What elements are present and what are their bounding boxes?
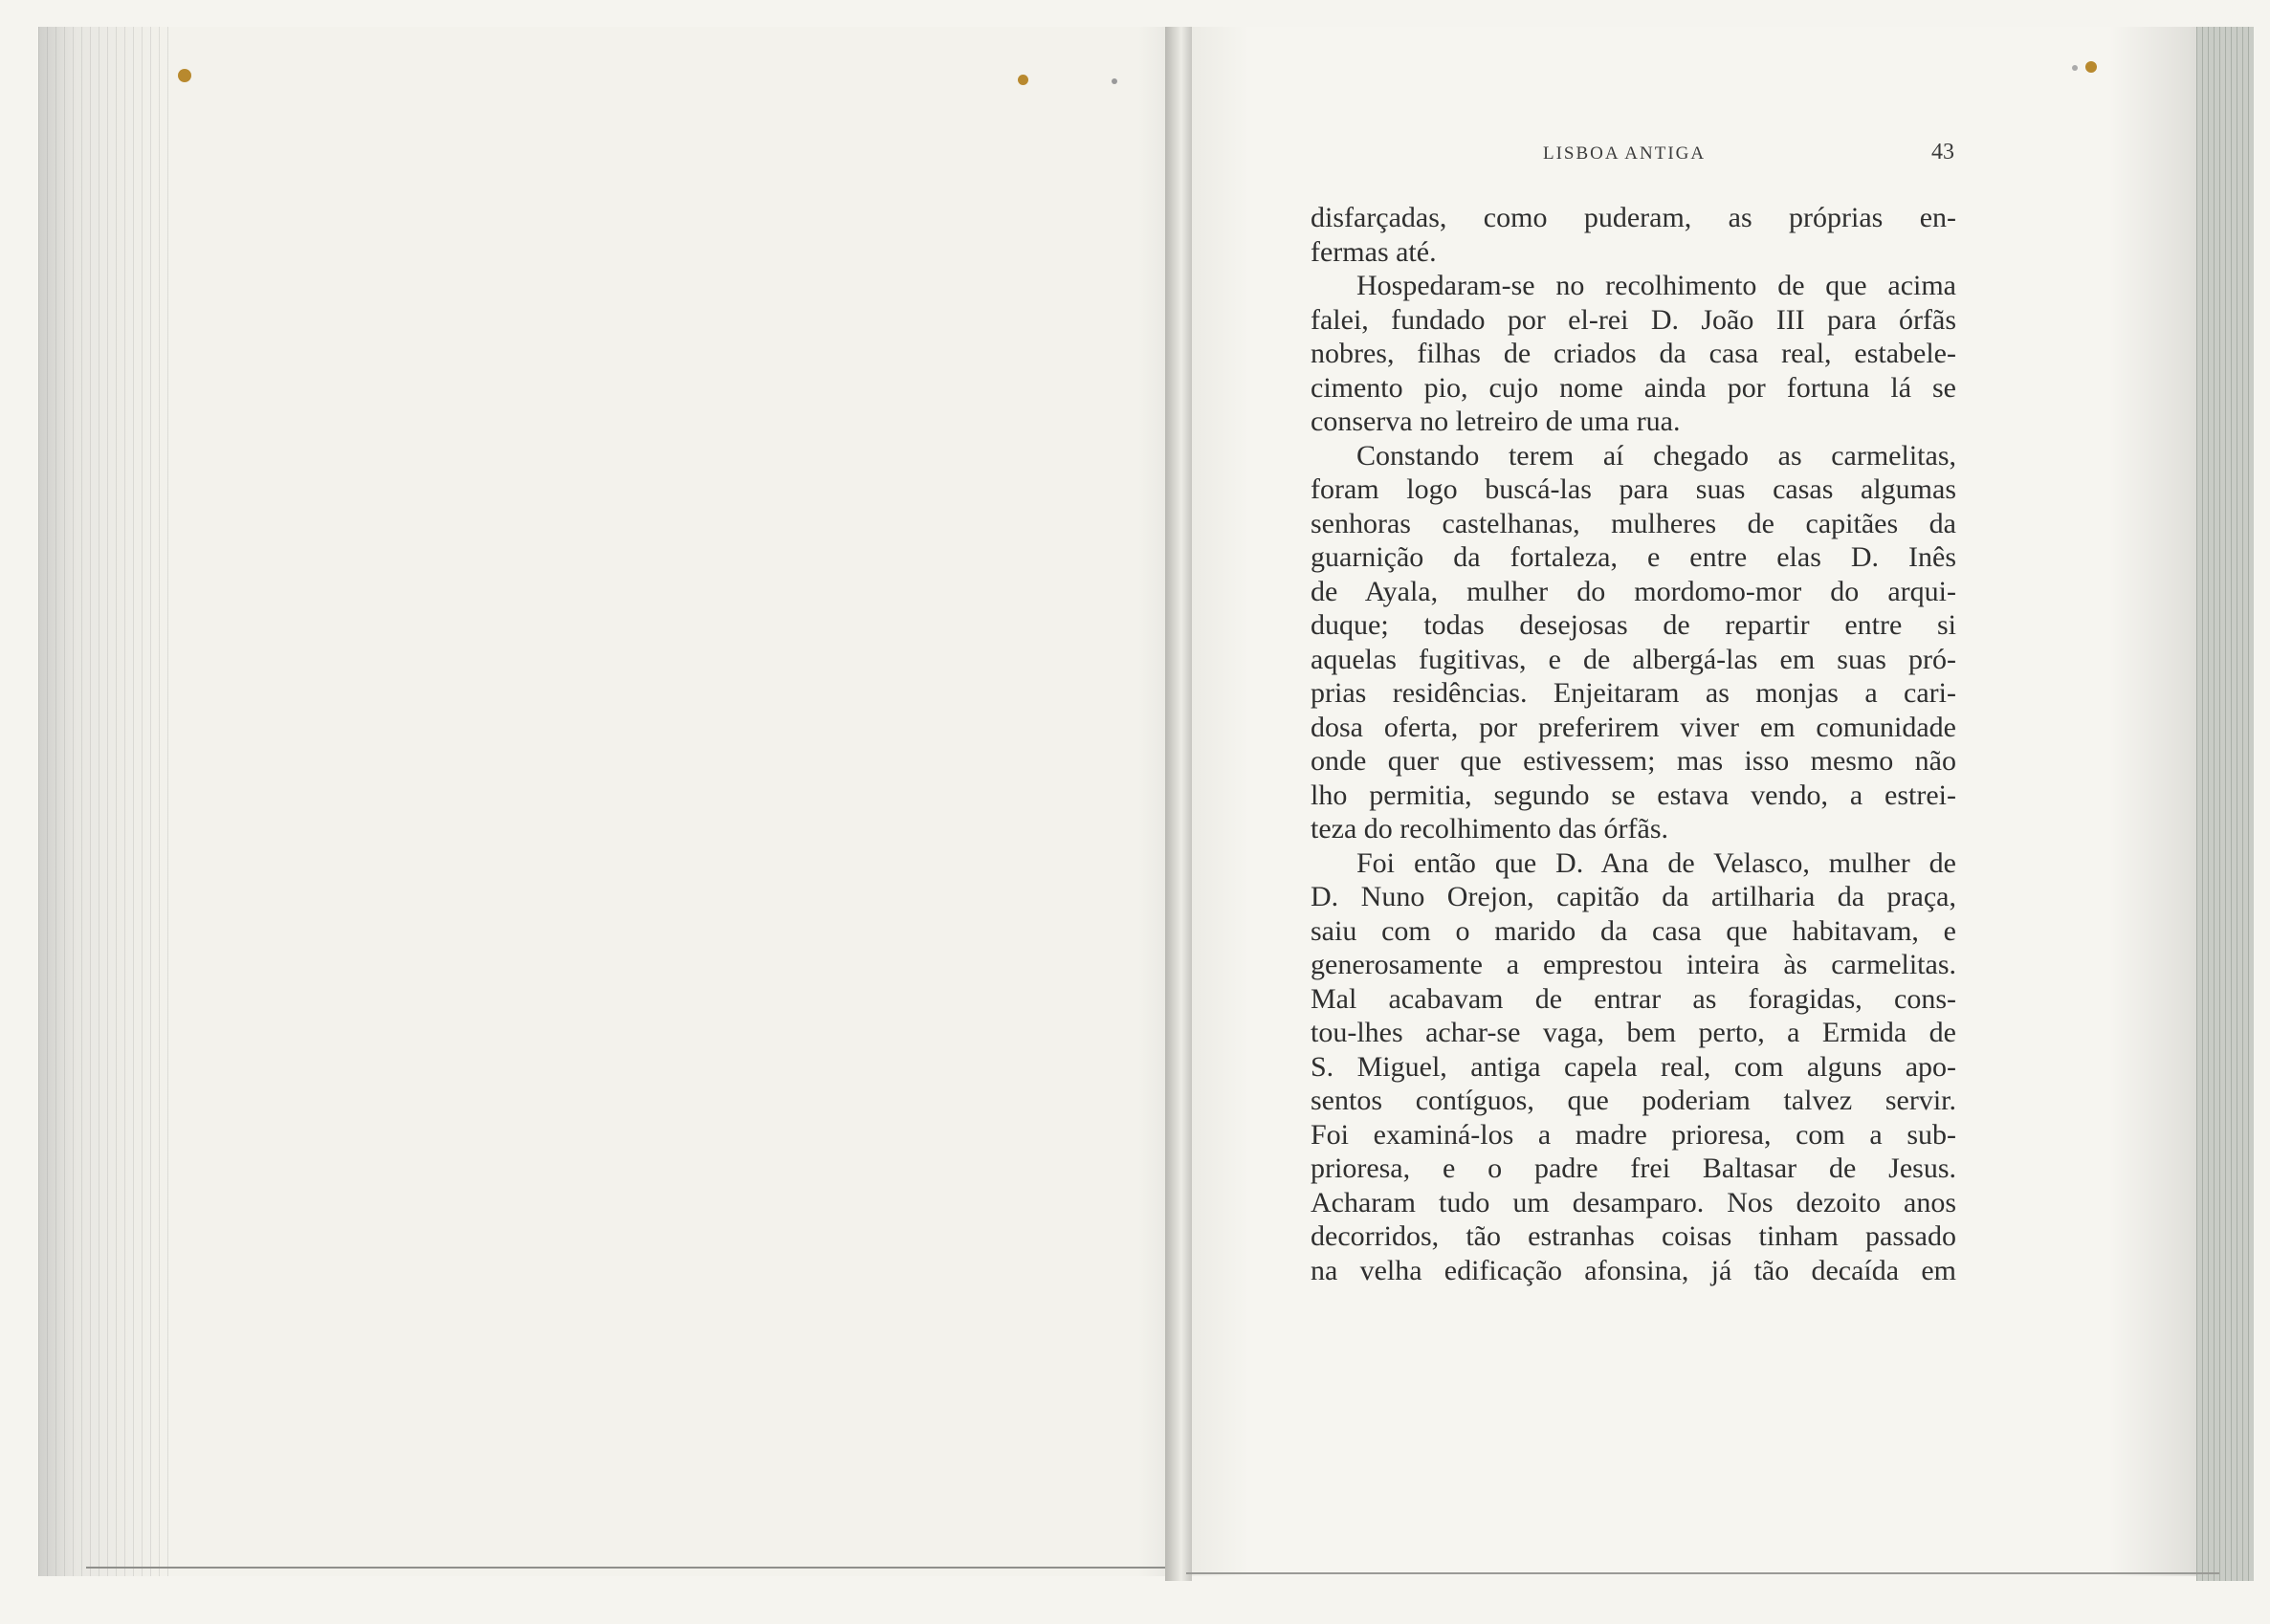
page-number: 43 — [1931, 140, 1954, 165]
left-page-bottom-edge — [86, 1567, 1177, 1569]
text-line: generosamente a emprestou inteira às carmelitas. — [1311, 949, 1956, 980]
text-line: lho permitia, segundo se estava vendo, a estrei- — [1311, 779, 1956, 811]
running-title: LISBOA ANTIGA — [1543, 143, 1707, 164]
right-page-bottom-edge — [1186, 1572, 2219, 1574]
text-line: Constando terem aí chegado as carmelitas, — [1356, 439, 1956, 472]
left-page-edges — [38, 27, 172, 1576]
text-line: Foi então que D. Ana de Velasco, mulher de — [1356, 846, 1956, 879]
text-line: de Ayala, mulher do mordomo-mor do arqui- — [1311, 575, 1956, 607]
text-line: cimento pio, cujo nome ainda por fortuna lá se — [1311, 371, 1956, 404]
text-line: disfarçadas, como puderam, as próprias en- — [1311, 202, 1956, 233]
text-line: Hospedaram-se no recolhimento de que acima — [1356, 270, 1956, 301]
text-line: Acharam tudo um desamparo. Nos dezoito anos — [1311, 1186, 1956, 1218]
staple-mark — [178, 69, 191, 82]
text-line: foram logo buscá-las para suas casas algumas — [1311, 473, 1956, 505]
left-page-blank — [38, 27, 1186, 1576]
text-line: D. Nuno Orejon, capitão da artilharia da praça, — [1311, 881, 1956, 912]
running-head — [1311, 140, 1956, 168]
staple-mark — [2072, 65, 2078, 71]
text-line: saiu com o marido da casa que habitavam, e — [1311, 914, 1956, 947]
text-line: teza do recolhimento das órfãs. — [1311, 813, 1669, 845]
text-line: senhoras castelhanas, mulheres de capitães da — [1311, 507, 1956, 539]
body-text — [1311, 201, 1956, 1287]
text-line: dosa oferta, por preferirem viver em comunidade — [1311, 711, 1956, 743]
staple-mark — [2085, 61, 2097, 73]
staple-mark — [1018, 75, 1028, 85]
right-page-edges — [2196, 27, 2254, 1581]
text-line: decorridos, tão estranhas coisas tinham passado — [1311, 1220, 1956, 1252]
book-gutter — [1165, 27, 1192, 1581]
text-line: Mal acabavam de entrar as foragidas, cons- — [1311, 982, 1956, 1015]
text-line: duque; todas desejosas de repartir entre si — [1311, 609, 1956, 641]
text-line: na velha edificação afonsina, já tão decaída em — [1311, 1254, 1956, 1286]
text-line: guarnição da fortaleza, e entre elas D. Inês — [1311, 541, 1956, 573]
text-line: tou-lhes achar-se vaga, bem perto, a Ermida de — [1311, 1017, 1956, 1048]
text-line: fermas até. — [1311, 235, 1437, 268]
text-line: onde quer que estivessem; mas isso mesmo não — [1311, 745, 1956, 777]
text-line: Foi examiná-los a madre prioresa, com a sub- — [1311, 1118, 1956, 1151]
text-line: prioresa, e o padre frei Baltasar de Jesus. — [1311, 1152, 1956, 1184]
text-line: sentos contíguos, que poderiam talvez servir. — [1311, 1085, 1956, 1116]
text-line: prias residências. Enjeitaram as monjas a cari- — [1311, 677, 1956, 709]
text-line: nobres, filhas de criados da casa real, estabele- — [1311, 338, 1956, 369]
text-line: S. Miguel, antiga capela real, com alguns apo- — [1311, 1050, 1956, 1083]
staple-mark — [1112, 78, 1117, 84]
text-line: falei, fundado por el-rei D. João III para órfãs — [1311, 303, 1956, 336]
text-line: conserva no letreiro de uma rua. — [1311, 406, 1681, 437]
text-line: aquelas fugitivas, e de albergá-las em suas pró- — [1311, 643, 1956, 675]
